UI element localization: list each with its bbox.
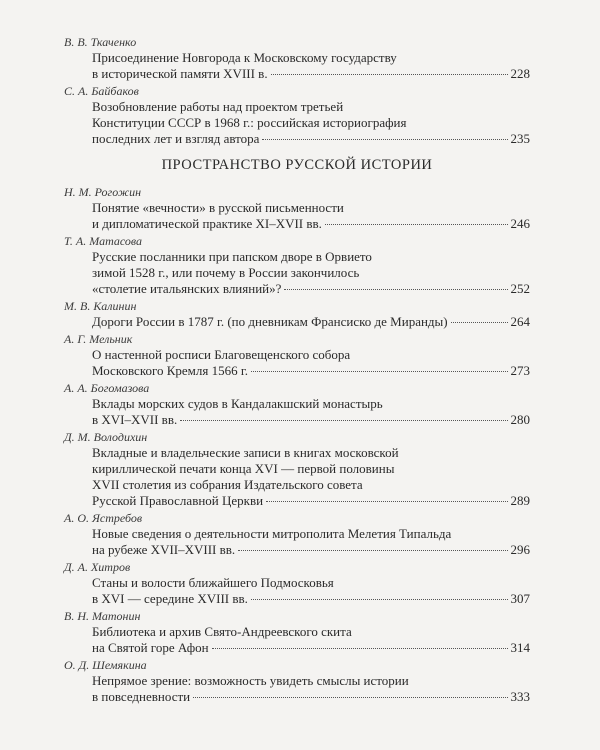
page-number: 333 bbox=[510, 689, 530, 704]
entry-title bbox=[64, 445, 530, 509]
dot-leader bbox=[451, 322, 508, 323]
toc-entry bbox=[64, 331, 530, 379]
toc-entry bbox=[64, 429, 530, 509]
entry-title-last-line bbox=[92, 412, 530, 428]
entry-author: С. А. Байбаков bbox=[64, 84, 139, 98]
entry-title-line: кириллической печати конца XVI — первой половины bbox=[92, 461, 395, 476]
section-heading: ПРОСТРАНСТВО РУССКОЙ ИСТОРИИ bbox=[161, 157, 433, 173]
entry-title-line: «столетие итальянских влияний»? bbox=[92, 281, 282, 296]
entry-author: А. О. Ястребов bbox=[64, 511, 143, 525]
toc-entry bbox=[64, 233, 530, 297]
entry-title-last-line bbox=[92, 131, 530, 147]
entry-title-line: Возобновление работы над проектом третьей bbox=[92, 99, 344, 114]
entry-author: Д. М. Володихин bbox=[64, 430, 148, 444]
entry-title-last-line bbox=[92, 363, 530, 379]
entry-author: М. В. Калинин bbox=[64, 299, 137, 313]
entry-title-line: Вклады морских судов в Кандалакшский монастырь bbox=[92, 396, 383, 411]
dot-leader bbox=[325, 224, 508, 225]
dot-leader bbox=[193, 697, 507, 698]
entry-title-line: в повседневности bbox=[92, 689, 191, 704]
entry-title-line: О настенной росписи Благовещенского собора bbox=[92, 347, 351, 362]
page-number: 289 bbox=[510, 493, 530, 508]
page-number: 280 bbox=[510, 412, 530, 427]
entry-title-line: Вкладные и владельческие записи в книгах московской bbox=[92, 445, 399, 460]
entry-title bbox=[64, 249, 530, 297]
page-number: 246 bbox=[510, 216, 530, 231]
entry-author: Д. А. Хитров bbox=[64, 560, 131, 574]
entry-title bbox=[64, 314, 530, 330]
dot-leader bbox=[251, 371, 508, 372]
entry-title-line: XVII столетия из собрания Издательского совета bbox=[92, 477, 363, 492]
entry-title-last-line bbox=[92, 66, 530, 82]
entry-title-line: Понятие «вечности» в русской письменности bbox=[92, 200, 344, 215]
entry-author: В. Н. Матонин bbox=[64, 609, 141, 623]
dot-leader bbox=[271, 74, 508, 75]
dot-leader bbox=[262, 139, 507, 140]
entry-title-line: зимой 1528 г., или почему в России закончилось bbox=[92, 265, 360, 280]
toc-entries-section bbox=[64, 184, 530, 705]
entry-title-line: на Святой горе Афон bbox=[92, 640, 209, 655]
entry-title-last-line bbox=[92, 314, 530, 330]
entry-title-line: Присоединение Новгорода к Московскому государству bbox=[92, 50, 397, 65]
entry-author: О. Д. Шемякина bbox=[64, 658, 147, 672]
entry-author: Н. М. Рогожин bbox=[64, 185, 142, 199]
entry-title-line: Московского Кремля 1566 г. bbox=[92, 363, 248, 378]
entry-title-line: на рубеже XVII–XVIII вв. bbox=[92, 542, 236, 557]
page-number: 273 bbox=[510, 363, 530, 378]
page-number: 264 bbox=[510, 314, 530, 329]
entry-title-line: в XVI — середине XVIII вв. bbox=[92, 591, 248, 606]
entry-title bbox=[64, 526, 530, 558]
entry-title bbox=[64, 347, 530, 379]
entry-title-line: в XVI–XVII вв. bbox=[92, 412, 178, 427]
entry-author: Т. А. Матасова bbox=[64, 234, 143, 248]
entry-title-line: Библиотека и архив Свято-Андреевского скита bbox=[92, 624, 352, 639]
entry-author: В. В. Ткаченко bbox=[64, 35, 137, 49]
entry-title-line: в исторической памяти XVIII в. bbox=[92, 66, 268, 81]
entry-title-line: Дороги России в 1787 г. (по дневникам Франсиско де Миранды) bbox=[92, 314, 448, 329]
page-number: 235 bbox=[510, 131, 530, 146]
entry-title bbox=[64, 99, 530, 147]
toc-entry bbox=[64, 380, 530, 428]
entry-title-last-line bbox=[92, 493, 530, 509]
page-number: 296 bbox=[510, 542, 530, 557]
entry-title-last-line bbox=[92, 591, 530, 607]
entry-author: А. Г. Мельник bbox=[64, 332, 133, 346]
toc-entries-top bbox=[64, 34, 530, 147]
entry-title-line: последних лет и взгляд автора bbox=[92, 131, 260, 146]
entry-title bbox=[64, 624, 530, 656]
dot-leader bbox=[251, 599, 508, 600]
entry-title-last-line bbox=[92, 281, 530, 297]
entry-title bbox=[64, 396, 530, 428]
toc-entry bbox=[64, 83, 530, 147]
toc-entry bbox=[64, 510, 530, 558]
entry-title-last-line bbox=[92, 542, 530, 558]
dot-leader bbox=[238, 550, 507, 551]
dot-leader bbox=[180, 420, 507, 421]
dot-leader bbox=[284, 289, 507, 290]
entry-title-last-line bbox=[92, 689, 530, 705]
page-number: 252 bbox=[510, 281, 530, 296]
entry-title-line: Русской Православной Церкви bbox=[92, 493, 264, 508]
entry-title-line: и дипломатической практике XI–XVII вв. bbox=[92, 216, 322, 231]
page-number: 307 bbox=[510, 591, 530, 606]
page-number: 228 bbox=[510, 66, 530, 81]
toc-entry bbox=[64, 657, 530, 705]
toc-entry bbox=[64, 608, 530, 656]
page-number: 314 bbox=[510, 640, 530, 655]
toc-entry bbox=[64, 298, 530, 330]
entry-title bbox=[64, 50, 530, 82]
entry-title bbox=[64, 200, 530, 232]
entry-title-line: Новые сведения о деятельности митрополита Мелетия Типальда bbox=[92, 526, 452, 541]
entry-title-line: Конституции СССР в 1968 г.: российская историография bbox=[92, 115, 407, 130]
entry-title-last-line bbox=[92, 640, 530, 656]
toc-entry bbox=[64, 559, 530, 607]
entry-author: А. А. Богомазова bbox=[64, 381, 150, 395]
entry-title bbox=[64, 673, 530, 705]
toc-entry bbox=[64, 184, 530, 232]
entry-title-line: Непрямое зрение: возможность увидеть смыслы истории bbox=[92, 673, 409, 688]
entry-title-line: Станы и волости ближайшего Подмосковья bbox=[92, 575, 334, 590]
dot-leader bbox=[266, 501, 507, 502]
dot-leader bbox=[212, 648, 508, 649]
entry-title-line: Русские посланники при папском дворе в Орвието bbox=[92, 249, 372, 264]
entry-title bbox=[64, 575, 530, 607]
entry-title-last-line bbox=[92, 216, 530, 232]
toc-entry bbox=[64, 34, 530, 82]
